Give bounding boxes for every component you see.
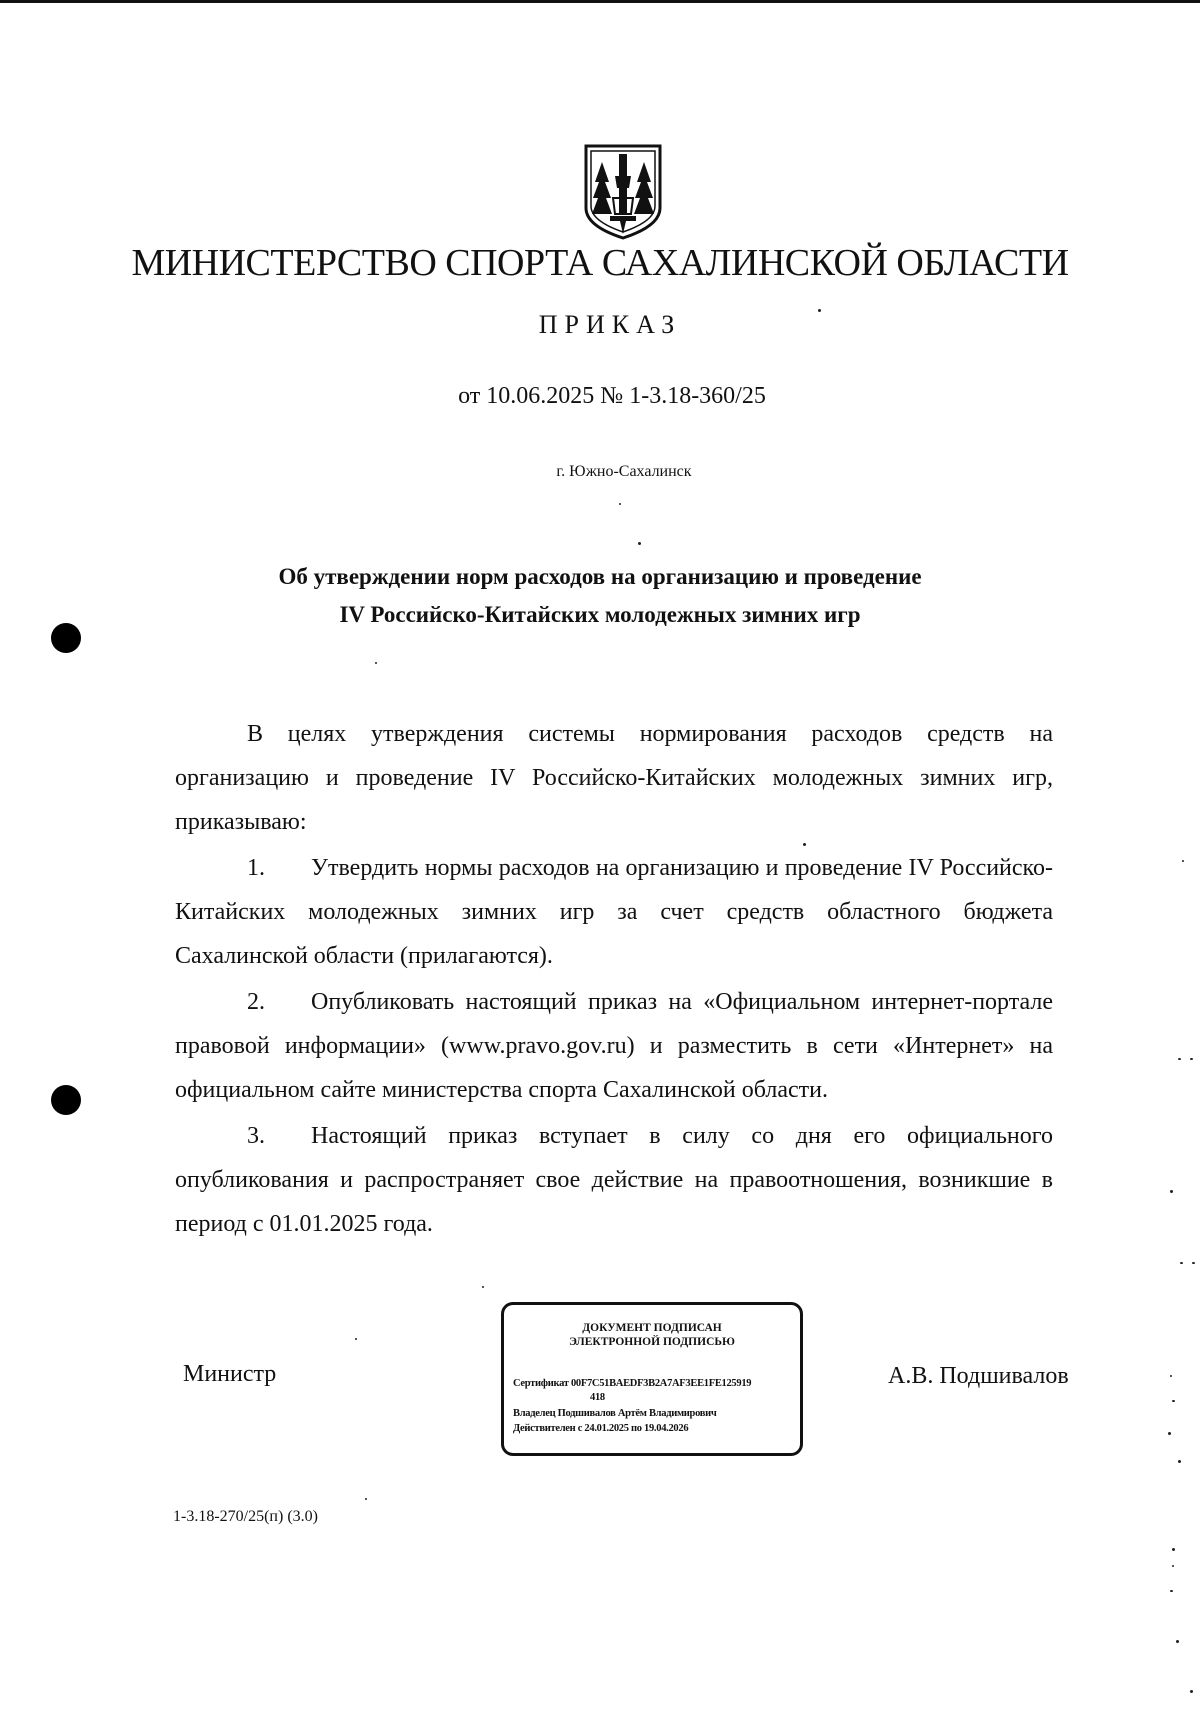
order-item-3 [175, 1114, 1053, 1246]
order-item-2 [175, 980, 1053, 1112]
item-number: 3. [247, 1123, 265, 1149]
sakhalin-coat-of-arms-icon [582, 142, 664, 242]
scan-speck [365, 1498, 367, 1500]
scan-speck [1172, 1565, 1174, 1567]
scan-speck [1170, 1590, 1173, 1592]
signatory-position: Министр [183, 1361, 277, 1387]
scan-speck [619, 503, 621, 505]
scan-speck [1176, 1640, 1179, 1643]
city-name: г. Южно-Сахалинск [556, 463, 692, 480]
item-text: Опубликовать настоящий приказ на «Официальном интернет-портале правовой информации» (www.pravo.gov.ru) и разместить в сети «Интернет» на официальном сайте министерства спорта Сахалинской области. [175, 989, 1053, 1103]
scan-speck [1192, 1262, 1195, 1264]
scan-speck [1180, 1262, 1183, 1264]
stamp-certificate-continued: 418 [590, 1392, 605, 1403]
scan-speck [1168, 1432, 1171, 1435]
order-title-line2: IV Российско-Китайских молодежных зимних игр [339, 602, 861, 627]
scan-speck [482, 1286, 484, 1288]
scan-speck [1182, 860, 1184, 862]
punch-hole-top [51, 623, 81, 653]
ministry-name: МИНИСТЕРСТВО СПОРТА САХАЛИНСКОЙ ОБЛАСТИ [131, 242, 1069, 284]
scan-speck [1172, 1548, 1175, 1551]
signatory-name: А.В. Подшивалов [888, 1363, 1069, 1389]
scan-speck [638, 542, 641, 545]
stamp-heading [504, 1321, 800, 1349]
item-number: 1. [247, 855, 265, 881]
electronic-signature-stamp [501, 1302, 803, 1456]
order-item-1 [175, 846, 1053, 978]
scan-speck [1178, 1058, 1181, 1060]
order-title-line1: Об утверждении норм расходов на организацию и проведение [278, 564, 922, 589]
document-code: 1-3.18-270/25(п) (3.0) [173, 1508, 318, 1525]
scan-speck [1190, 1690, 1193, 1693]
stamp-owner: Владелец Подшивалов Артём Владимирович [513, 1408, 717, 1419]
scan-top-edge [0, 0, 1200, 3]
stamp-certificate: Сертификат 00F7C51BAEDF3B2A7AF3EE1FE125919 [513, 1378, 752, 1389]
stamp-validity: Действителен с 24.01.2025 по 19.04.2026 [513, 1423, 689, 1434]
scan-speck [1178, 1460, 1181, 1463]
scan-speck [1172, 1400, 1175, 1402]
stamp-heading-line2: ЭЛЕКТРОННОЙ ПОДПИСЬЮ [569, 1336, 735, 1348]
punch-hole-bottom [51, 1085, 81, 1115]
item-text: Утвердить нормы расходов на организацию и проведение IV Российско-Китайских молодежных зимних игр за счет средств областного бюджета Сахалинской области (прилагаются). [175, 855, 1053, 969]
document-type: ПРИКАЗ [538, 310, 682, 339]
scan-speck [1190, 1058, 1193, 1060]
preamble: В целях утверждения системы нормирования расходов средств на организацию и проведение IV Российско-Китайских молодежных зимних игр, приказываю: [175, 721, 1053, 835]
item-number: 2. [247, 989, 265, 1015]
stamp-heading-line1: ДОКУМЕНТ ПОДПИСАН [582, 1322, 722, 1334]
order-title [160, 558, 1040, 634]
order-date-number: от 10.06.2025 № 1-3.18-360/25 [458, 383, 766, 409]
scan-speck [1170, 1190, 1173, 1193]
scan-speck [1170, 1375, 1172, 1377]
scan-speck [375, 662, 377, 664]
scan-speck [355, 1338, 357, 1340]
order-body [175, 712, 1053, 1246]
item-text: Настоящий приказ вступает в силу со дня его официального опубликования и распространяет свое действие на правоотношения, возникшие в период с 01.01.2025 года. [175, 1123, 1053, 1237]
